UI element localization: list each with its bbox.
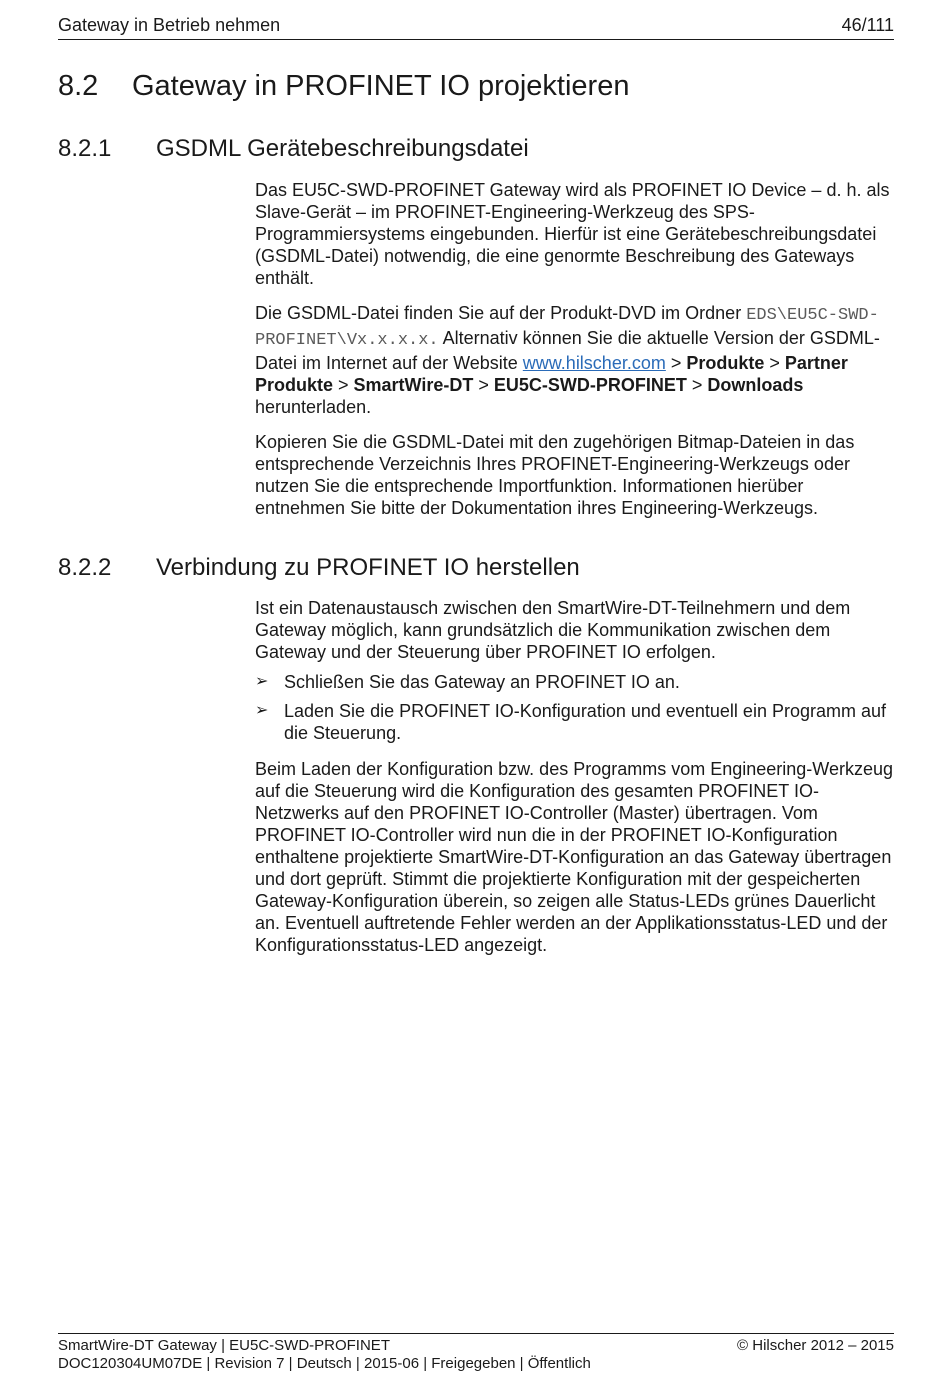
paragraph-gsdml-location: Die GSDML-Datei finden Sie auf der Produkt-DVD im Ordner EDS\EU5C-SWD-PROFINET\Vx.x.x.x. Alternativ können Sie die aktuelle Version der GSDML-Datei im Internet auf der Website www.hilscher.com > Produkte > Partner Produkte > SmartWire-DT > EU5C-SWD-PROFINET > Downloads herunterladen. xyxy=(255,303,880,417)
nav-partner-produkte: Partner Produkte xyxy=(255,353,848,395)
arrow-bullet-icon: ➢ xyxy=(255,702,269,719)
section-heading xyxy=(58,70,629,103)
page-header xyxy=(58,15,894,39)
paragraph: Beim Laden der Konfiguration bzw. des Programms vom Engineering-Werkzeug auf die Steuerung wird die Konfiguration des gesamten PROFINET IO-Netzwerks auf den PROFINET IO-Controller (Master) übertragen. Vom PROFINET IO-Controller wird nun die in der PROFINET IO-Konfiguration enthaltene projektierte SmartWire-DT-Konfiguration an das Gateway übertragen und dort geprüft. Stimmt die projektierte Konfiguration mit der gespeicherten Gateway-Konfiguration überein, so zeigen alle Status-LEDs grünes Dauerlicht an. Eventuell auftretende Fehler werden an der Applikationsstatus-LED und der Konfigurationsstatus-LED angezeigt. xyxy=(255,759,893,955)
nav-smartwire-dt: SmartWire-DT xyxy=(353,375,474,395)
page-footer xyxy=(58,1337,894,1373)
subsection-heading-verbindung xyxy=(58,554,580,582)
paragraph: Kopieren Sie die GSDML-Datei mit den zugehörigen Bitmap-Dateien in das entsprechende Verzeichnis Ihres PROFINET-Engineering-Werkzeugs oder nutzen Sie die entsprechende Importfunktion. Informationen hierüber entnehmen Sie bitte der Dokumentation ihres Engineering-Werkzeugs. xyxy=(255,432,855,518)
footer-document-info: DOC120304UM07DE | Revision 7 | Deutsch | 2015-06 | Freigegeben | Öffentlich xyxy=(58,1355,591,1372)
page-number: 46/111 xyxy=(841,15,894,35)
section-number: 8.2 xyxy=(58,70,99,102)
nav-produkte: Produkte xyxy=(686,353,765,373)
section-title: Gateway in PROFINET IO projektieren xyxy=(132,70,630,102)
subsection-heading-gsdml xyxy=(58,135,529,163)
gsdml-body xyxy=(255,179,895,532)
subsection-title: GSDML Gerätebeschreibungsdatei xyxy=(156,135,529,162)
list-item: ➢ Laden Sie die PROFINET IO-Konfiguration und eventuell ein Programm auf die Steuerung. xyxy=(255,701,886,743)
subsection-number: 8.2.1 xyxy=(58,135,112,162)
footer-rule xyxy=(58,1333,894,1334)
arrow-bullet-icon: ➢ xyxy=(255,673,269,690)
list-item: ➢ Schließen Sie das Gateway an PROFINET IO an. xyxy=(255,672,680,692)
subsection-title: Verbindung zu PROFINET IO herstellen xyxy=(156,554,580,581)
nav-eu5c-swd-profinet: EU5C-SWD-PROFINET xyxy=(493,375,687,395)
footer-copyright: © Hilscher 2012 – 2015 xyxy=(737,1337,894,1354)
verbindung-body xyxy=(255,597,895,969)
paragraph: Das EU5C-SWD-PROFINET Gateway wird als PROFINET IO Device – d. h. als Slave-Gerät – im PROFINET-Engineering-Werkzeug des SPS-Programmiersystems eingebunden. Hierfür ist eine Gerätebeschreibungsdatei (GSDML-Datei) notwendig, die eine genormte Beschreibung des Gateways enthält. xyxy=(255,180,890,288)
header-rule xyxy=(58,39,894,40)
nav-downloads: Downloads xyxy=(707,375,804,395)
folder-path: EDS\EU5C-SWD-PROFINET\Vx.x.x.x. xyxy=(255,306,879,350)
subsection-number: 8.2.2 xyxy=(58,554,112,581)
header-section-title: Gateway in Betrieb nehmen xyxy=(58,15,281,35)
website-link[interactable]: www.hilscher.com xyxy=(522,353,666,373)
footer-product: SmartWire-DT Gateway | EU5C-SWD-PROFINET xyxy=(58,1337,390,1354)
paragraph: Ist ein Datenaustausch zwischen den SmartWire-DT-Teilnehmern und dem Gateway möglich, kann grundsätzlich die Kommunikation zwischen dem Gateway und der Steuerung über PROFINET IO erfolgen. xyxy=(255,598,851,662)
